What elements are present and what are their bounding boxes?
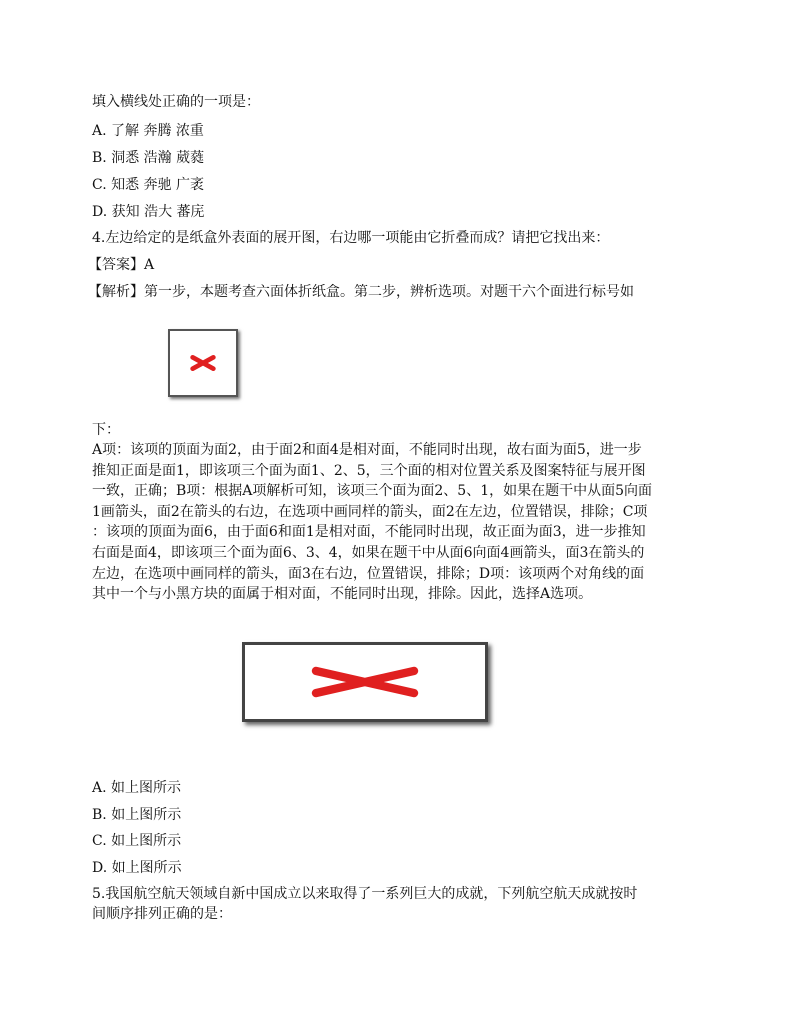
q4-analysis-cont: 下：: [92, 422, 120, 438]
q4-analysis-body: [92, 440, 708, 605]
q5-question-line-2: 间顺序排列正确的是：: [92, 906, 232, 922]
q4-option-c: C. 如上图所示: [92, 833, 182, 849]
broken-image-icon: [168, 329, 238, 397]
q3-prompt: 填入横线处正确的一项是：: [92, 94, 260, 110]
red-cross-icon: [245, 645, 485, 719]
analysis-line: 左边，在选项中画同样的箭头，面3在右边，位置错误，排除；D项：该项两个对角线的面: [92, 565, 645, 582]
analysis-line: 推知正面是面1，即该项三个面为面1、2、5，三个面的相对位置关系及图案特征与展开图: [92, 462, 646, 479]
red-cross-icon: [170, 331, 236, 395]
q4-analysis-intro: 【解析】第一步，本题考查六面体折纸盒。第二步，辨析选项。对题干六个面进行标号如: [88, 284, 634, 300]
q4-question: 4.左边给定的是纸盒外表面的展开图，右边哪一项能由它折叠而成？请把它找出来：: [92, 230, 610, 246]
analysis-line: A项：该项的顶面为面2，由于面2和面4是相对面，不能同时出现，故右面为面5，进一步: [92, 442, 642, 458]
q3-option-a: A. 了解 奔腾 浓重: [92, 123, 204, 139]
q4-answer: 【答案】A: [88, 257, 155, 273]
broken-image-icon: [242, 642, 488, 722]
q4-option-b: B. 如上图所示: [92, 807, 182, 823]
q3-option-c: C. 知悉 奔驰 广袤: [92, 177, 205, 193]
analysis-line: 一致，正确；B项：根据A项解析可知，该项三个面为面2、5、1，如果在题干中从面5向面: [92, 483, 653, 500]
q4-option-d: D. 如上图所示: [92, 860, 182, 876]
analysis-line: 右面是面4，即该项三个面为面6、3、4，如果在题干中从面6向面4画箭头，面3在箭头的: [92, 544, 645, 561]
analysis-line: 1画箭头，面2在箭头的右边，在选项中画同样的箭头，面2在左边，位置错误，排除；C项: [92, 503, 648, 520]
q3-option-b: B. 洞悉 浩瀚 葳蕤: [92, 150, 205, 166]
q5-question-line-1: 5.我国航空航天领域自新中国成立以来取得了一系列巨大的成就，下列航空航天成就按时: [92, 886, 638, 902]
analysis-line: 其中一个与小黑方块的面属于相对面，不能同时出现，排除。因此，选择A选项。: [92, 586, 593, 603]
q3-option-d: D. 获知 浩大 蕃庑: [92, 204, 205, 220]
analysis-line: ：该项的顶面为面6，由于面6和面1是相对面，不能同时出现，故正面为面3，进一步推知: [92, 524, 646, 541]
q4-option-a: A. 如上图所示: [92, 780, 182, 796]
